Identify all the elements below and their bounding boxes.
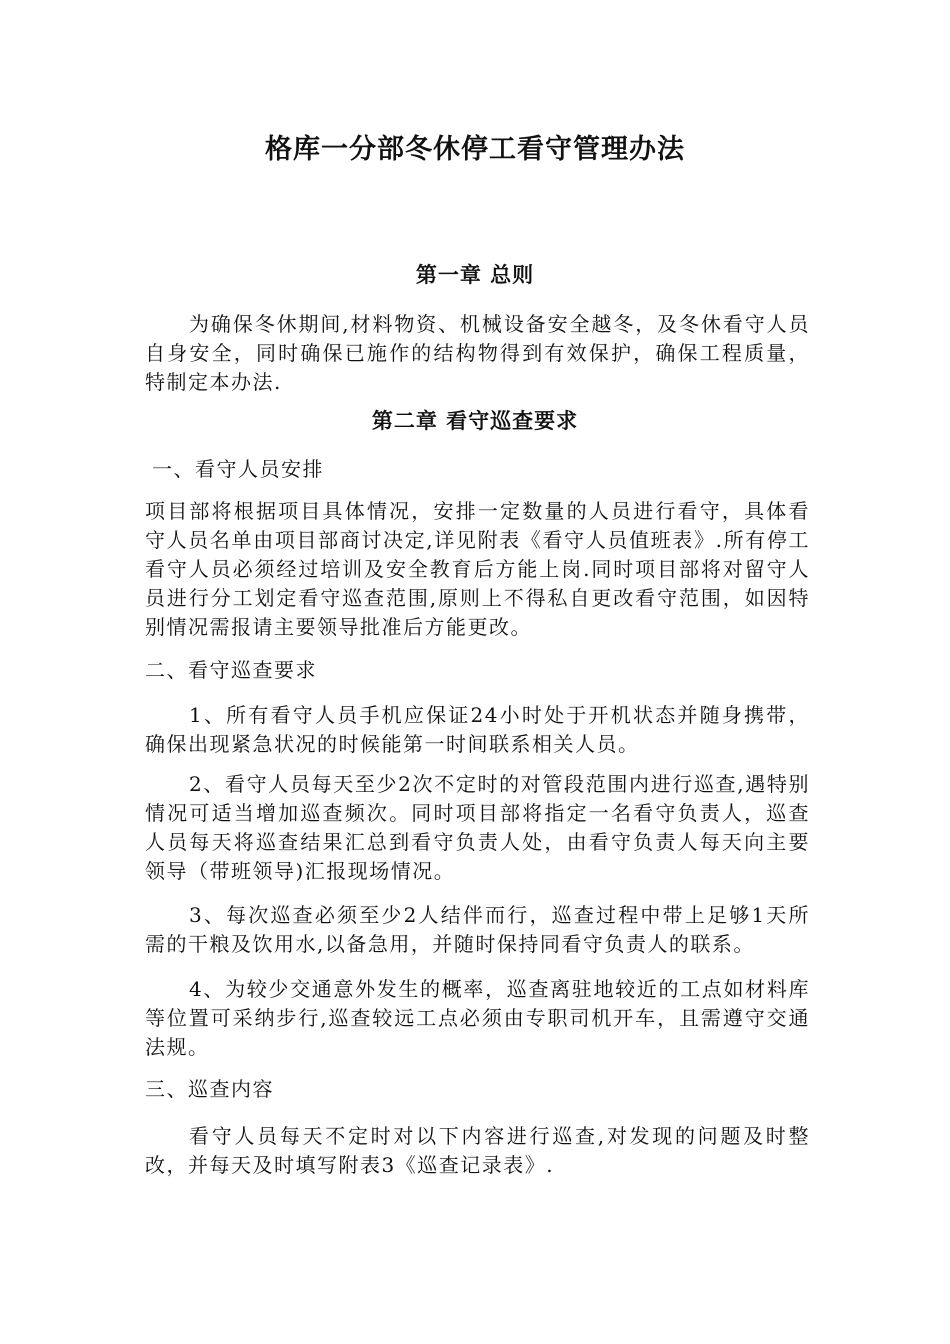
- section-1-paragraph: 项目部将根据项目具体情况，安排一定数量的人员进行看守，具体看守人员名单由项目部商讨决定,详见附表《看守人员值班表》.所有停工看守人员必须经过培训及安全教育后方能上岗.同时项目部将对留守人员进行分工划定看守巡查范围,原则上不得私自更改看守范围，如因特别情况需报请主要领导批准后方能更改。: [145, 499, 810, 639]
- requirement-item-1: 1、所有看守人员手机应保证24小时处于开机状态并随身携带，确保出现紧急状况的时候能第一时间联系相关人员。: [145, 703, 810, 756]
- section-3-paragraph: 看守人员每天不定时对以下内容进行巡查,对发现的问题及时整改，并每天及时填写附表3《巡查记录表》.: [145, 1124, 810, 1177]
- section-1-heading: 一、看守人员安排: [152, 457, 324, 481]
- requirement-item-2: 2、看守人员每天至少2次不定时的对管段范围内进行巡查,遇特别情况可适当增加巡查频次。同时项目部将指定一名看守负责人，巡查人员每天将巡查结果汇总到看守负责人处，由看守负责人每天向主要领导（带班领导)汇报现场情况。: [145, 772, 810, 883]
- section-3-heading: 三、巡查内容: [145, 1077, 274, 1101]
- section-2-heading: 二、看守巡查要求: [145, 658, 317, 682]
- chapter-2-heading: 第二章 看守巡查要求: [371, 408, 579, 433]
- document-title: 格库一分部冬休停工看守管理办法: [265, 134, 685, 165]
- requirement-item-4: 4、为较少交通意外发生的概率，巡查离驻地较近的工点如材料库等位置可采纳步行,巡查较远工点必须由专职司机开车，且需遵守交通法规。: [145, 977, 810, 1059]
- chapter-1-heading: 第一章 总则: [415, 262, 535, 287]
- requirement-item-3: 3、每次巡查必须至少2人结伴而行，巡查过程中带上足够1天所需的干粮及饮用水,以备急用，并随时保持同看守负责人的联系。: [145, 903, 810, 956]
- chapter-1-paragraph: 为确保冬休期间,材料物资、机械设备安全越冬，及冬休看守人员自身安全，同时确保已施作的结构物得到有效保护，确保工程质量，特制定本办法.: [145, 312, 810, 394]
